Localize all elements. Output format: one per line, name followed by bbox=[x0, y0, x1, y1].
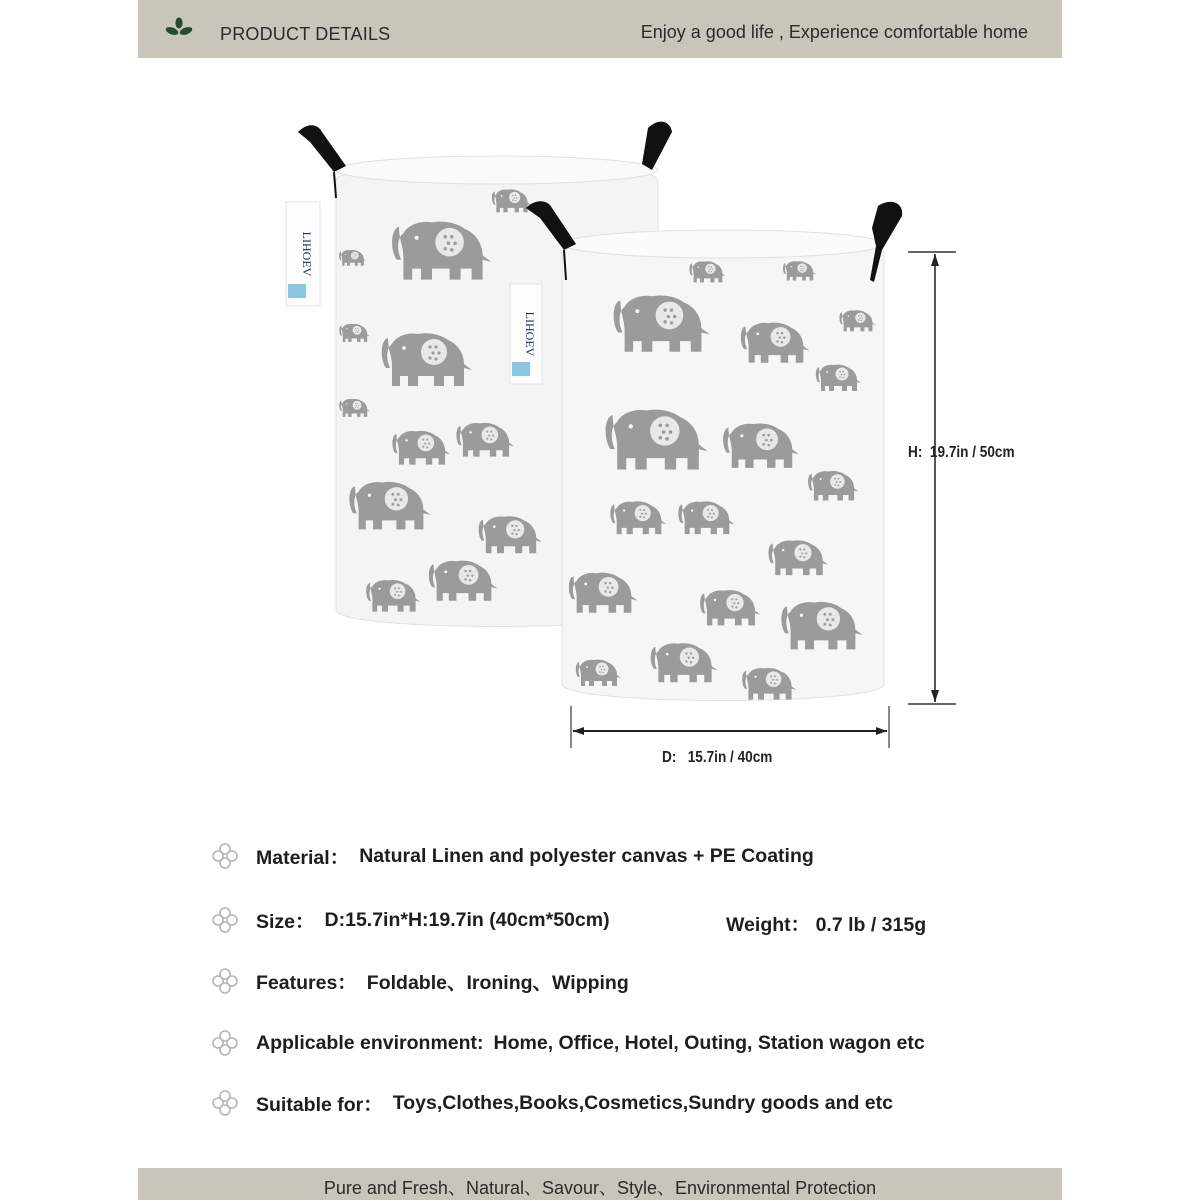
spec-value: Home, Office, Hotel, Outing, Station wagon etc bbox=[493, 1031, 925, 1054]
diameter-dimension-label: D: 15.7in / 40cm bbox=[662, 749, 773, 766]
header-title: PRODUCT DETAILS bbox=[220, 24, 391, 44]
spec-row-environment bbox=[210, 1025, 925, 1061]
svg-text:LIHOEV: LIHOEV bbox=[300, 231, 314, 277]
footer-bar bbox=[138, 1168, 1062, 1200]
spec-row-features bbox=[210, 963, 629, 999]
spec-label: Applicable environment: bbox=[256, 1031, 484, 1054]
height-dimension-label: H: 19.7in / 50cm bbox=[908, 444, 1015, 461]
spec-value: Foldable、Ironing、Wipping bbox=[366, 972, 629, 994]
diamond-bullet-icon bbox=[210, 841, 240, 871]
header-bar bbox=[138, 0, 1062, 58]
diameter-dimension-line bbox=[571, 706, 889, 748]
diamond-bullet-icon bbox=[210, 1088, 240, 1118]
header-slogan: Enjoy a good life , Experience comfortable home bbox=[640, 22, 1028, 42]
svg-text:LIHOEV: LIHOEV bbox=[523, 311, 537, 357]
spec-row-size bbox=[210, 902, 1070, 938]
spec-label: Size： bbox=[256, 911, 315, 933]
diamond-bullet-icon bbox=[210, 905, 240, 935]
weight-spec: Weight： 0.7 lb / 315g bbox=[726, 914, 927, 936]
diamond-bullet-icon bbox=[210, 1028, 240, 1058]
product-image bbox=[138, 58, 1062, 818]
spec-value: Natural Linen and polyester canvas + PE Coating bbox=[359, 844, 814, 867]
diamond-bullet-icon bbox=[210, 966, 240, 996]
spec-label: Features： bbox=[256, 972, 357, 994]
spec-value: D:15.7in*H:19.7in (40cm*50cm) bbox=[324, 908, 610, 931]
height-dimension-line bbox=[908, 252, 956, 704]
spec-row-suitable-for bbox=[210, 1085, 893, 1121]
baskets-illustration bbox=[138, 58, 1062, 818]
leaf-icon bbox=[164, 16, 194, 40]
spec-value: Toys,Clothes,Books,Cosmetics,Sundry goods and etc bbox=[392, 1091, 893, 1114]
spec-row-material bbox=[210, 838, 814, 874]
spec-label: Material： bbox=[256, 847, 350, 869]
front-basket bbox=[510, 201, 902, 700]
spec-label: Suitable for： bbox=[256, 1094, 383, 1116]
footer-tagline: Pure and Fresh、Natural、Savour、Style、Environmental Protection bbox=[323, 1178, 877, 1198]
